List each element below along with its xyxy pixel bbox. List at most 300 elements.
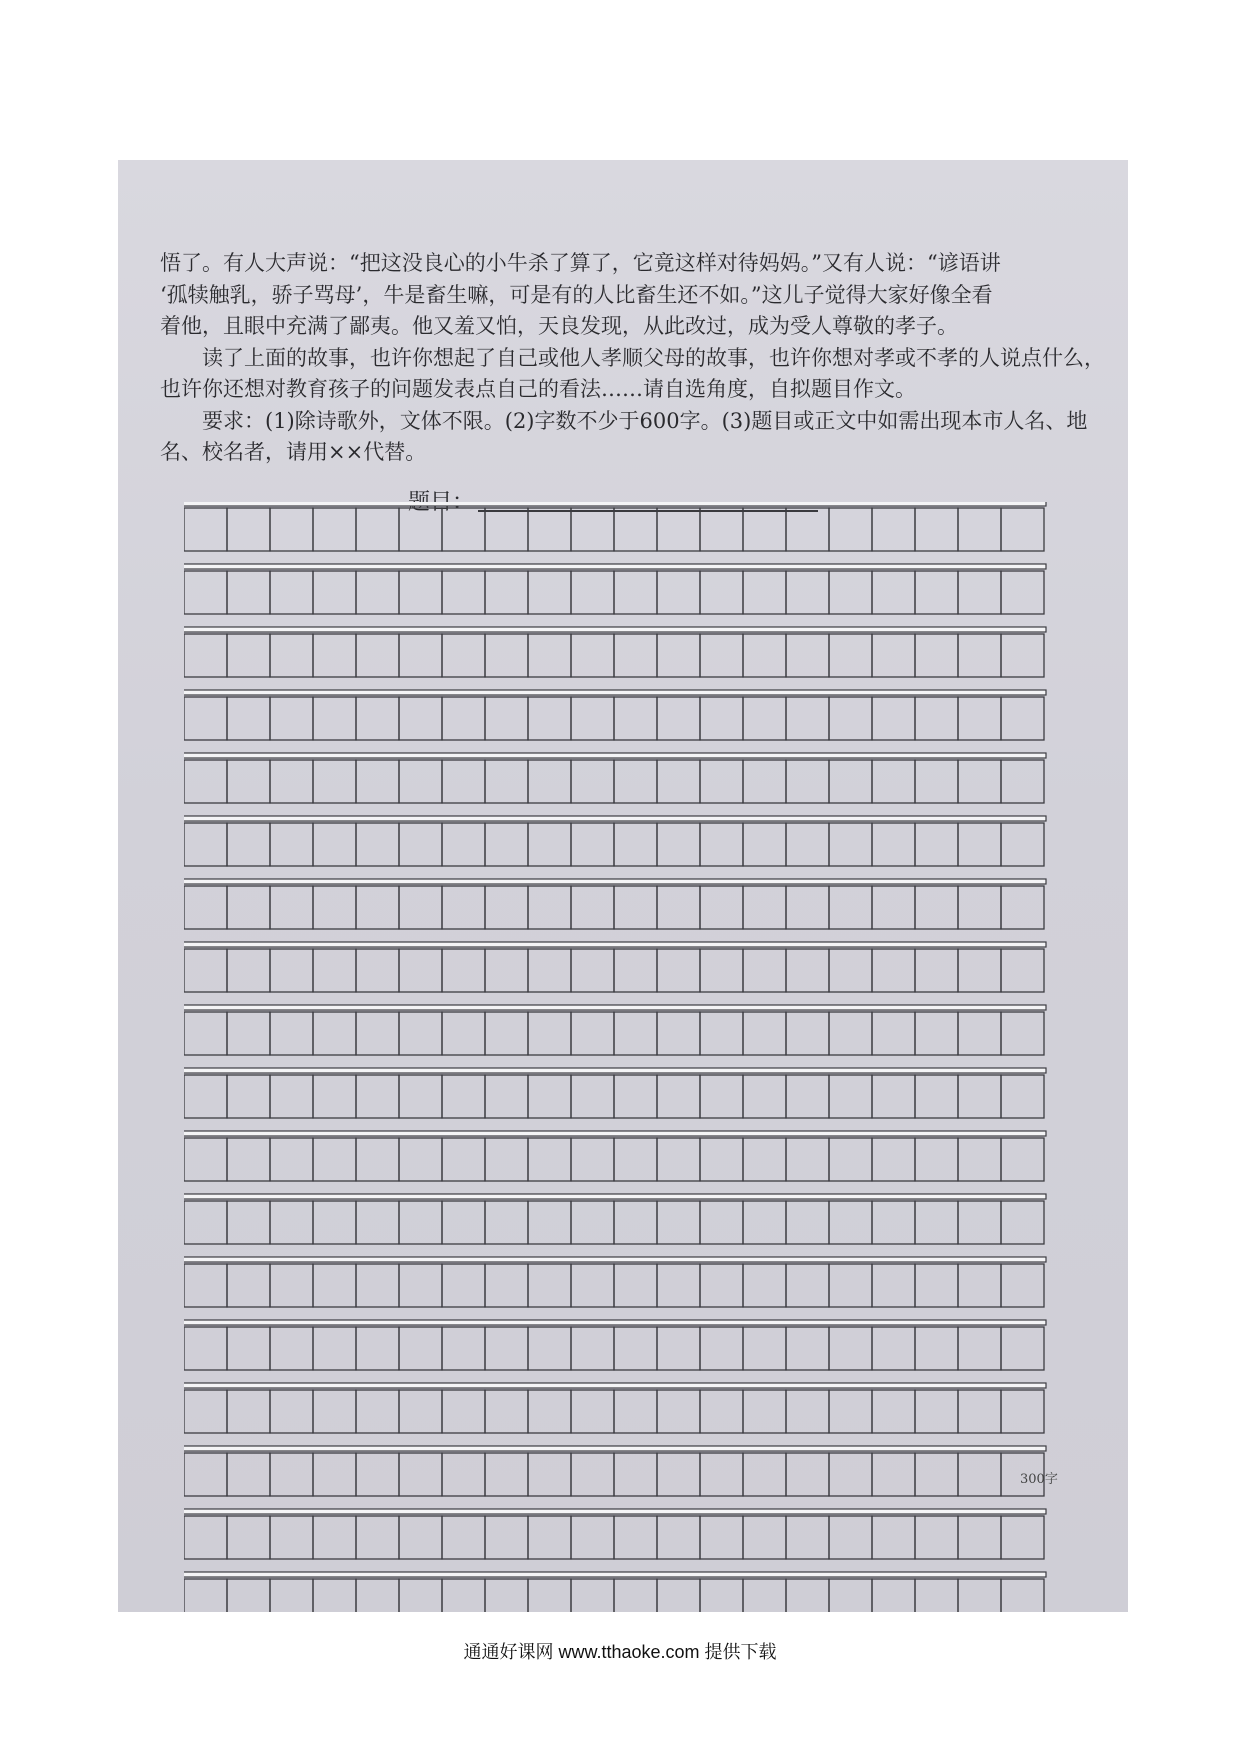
grid-cell[interactable] [485,1012,528,1055]
grid-cell[interactable] [313,1264,356,1307]
grid-cell[interactable] [872,1138,915,1181]
grid-cell[interactable] [657,1264,700,1307]
grid-cell[interactable] [528,760,571,803]
grid-cell[interactable] [571,1264,614,1307]
grid-cell[interactable] [313,508,356,551]
grid-cell[interactable] [184,508,227,551]
grid-cell[interactable] [786,886,829,929]
grid-cell[interactable] [485,1327,528,1370]
grid-cell[interactable] [399,1390,442,1433]
grid-cell[interactable] [571,1075,614,1118]
grid-cell[interactable] [958,1579,1001,1612]
grid-cell[interactable] [743,508,786,551]
grid-cell[interactable] [872,508,915,551]
grid-cell[interactable] [313,1327,356,1370]
grid-cell[interactable] [657,508,700,551]
grid-cell[interactable] [872,1264,915,1307]
grid-cell[interactable] [829,508,872,551]
grid-cell[interactable] [958,508,1001,551]
grid-cell[interactable] [743,1516,786,1559]
grid-cell[interactable] [528,1453,571,1496]
grid-cell[interactable] [485,1579,528,1612]
grid-cell[interactable] [356,1012,399,1055]
grid-cell[interactable] [829,823,872,866]
grid-cell[interactable] [786,697,829,740]
grid-cell[interactable] [270,1201,313,1244]
grid-cell[interactable] [743,1201,786,1244]
grid-cell[interactable] [571,508,614,551]
grid-cell[interactable] [958,1075,1001,1118]
grid-cell[interactable] [528,1201,571,1244]
grid-cell[interactable] [1001,1579,1044,1612]
grid-cell[interactable] [442,1453,485,1496]
grid-cell[interactable] [442,949,485,992]
grid-cell[interactable] [227,1075,270,1118]
grid-cell[interactable] [657,949,700,992]
grid-cell[interactable] [571,1453,614,1496]
grid-cell[interactable] [571,1327,614,1370]
grid-cell[interactable] [1001,886,1044,929]
grid-cell[interactable] [786,760,829,803]
grid-cell[interactable] [829,949,872,992]
grid-cell[interactable] [313,949,356,992]
grid-cell[interactable] [786,1075,829,1118]
grid-cell[interactable] [915,886,958,929]
grid-cell[interactable] [958,634,1001,677]
grid-cell[interactable] [657,1390,700,1433]
grid-cell[interactable] [313,1201,356,1244]
grid-cell[interactable] [356,886,399,929]
grid-cell[interactable] [313,1579,356,1612]
grid-cell[interactable] [657,1579,700,1612]
grid-cell[interactable] [829,1516,872,1559]
grid-cell[interactable] [528,571,571,614]
grid-cell[interactable] [485,823,528,866]
grid-cell[interactable] [700,1264,743,1307]
grid-cell[interactable] [227,1201,270,1244]
grid-cell[interactable] [485,1075,528,1118]
grid-cell[interactable] [958,760,1001,803]
grid-cell[interactable] [700,1201,743,1244]
grid-cell[interactable] [614,1012,657,1055]
grid-cell[interactable] [227,697,270,740]
grid-cell[interactable] [786,1012,829,1055]
grid-cell[interactable] [700,697,743,740]
grid-cell[interactable] [614,1201,657,1244]
grid-cell[interactable] [743,949,786,992]
grid-cell[interactable] [485,760,528,803]
grid-cell[interactable] [227,634,270,677]
grid-cell[interactable] [227,823,270,866]
grid-cell[interactable] [614,571,657,614]
grid-cell[interactable] [700,1453,743,1496]
grid-cell[interactable] [743,1264,786,1307]
grid-cell[interactable] [743,1075,786,1118]
grid-cell[interactable] [313,1138,356,1181]
grid-cell[interactable] [786,1390,829,1433]
grid-cell[interactable] [270,760,313,803]
grid-cell[interactable] [528,1012,571,1055]
grid-cell[interactable] [915,1201,958,1244]
grid-cell[interactable] [528,1390,571,1433]
grid-cell[interactable] [528,634,571,677]
grid-cell[interactable] [872,1327,915,1370]
grid-cell[interactable] [485,949,528,992]
grid-cell[interactable] [571,634,614,677]
grid-cell[interactable] [786,823,829,866]
grid-cell[interactable] [872,697,915,740]
grid-cell[interactable] [829,886,872,929]
grid-cell[interactable] [872,1201,915,1244]
grid-cell[interactable] [571,1201,614,1244]
grid-cell[interactable] [958,1453,1001,1496]
grid-cell[interactable] [270,1264,313,1307]
grid-cell[interactable] [442,508,485,551]
grid-cell[interactable] [657,1201,700,1244]
grid-cell[interactable] [485,634,528,677]
grid-cell[interactable] [915,634,958,677]
grid-cell[interactable] [313,697,356,740]
grid-cell[interactable] [227,886,270,929]
grid-cell[interactable] [227,1516,270,1559]
grid-cell[interactable] [786,1327,829,1370]
grid-cell[interactable] [1001,1138,1044,1181]
grid-cell[interactable] [1001,697,1044,740]
grid-cell[interactable] [528,823,571,866]
grid-cell[interactable] [829,1075,872,1118]
grid-cell[interactable] [184,634,227,677]
grid-cell[interactable] [915,1453,958,1496]
grid-cell[interactable] [829,634,872,677]
grid-cell[interactable] [485,697,528,740]
grid-cell[interactable] [571,1390,614,1433]
grid-cell[interactable] [571,571,614,614]
grid-cell[interactable] [270,1579,313,1612]
grid-cell[interactable] [270,949,313,992]
grid-cell[interactable] [399,508,442,551]
grid-cell[interactable] [958,1516,1001,1559]
grid-cell[interactable] [485,1138,528,1181]
grid-cell[interactable] [786,1579,829,1612]
grid-cell[interactable] [700,571,743,614]
grid-cell[interactable] [184,1453,227,1496]
grid-cell[interactable] [915,949,958,992]
grid-cell[interactable] [356,1264,399,1307]
grid-cell[interactable] [743,886,786,929]
grid-cell[interactable] [571,760,614,803]
grid-cell[interactable] [614,697,657,740]
grid-cell[interactable] [270,571,313,614]
grid-cell[interactable] [1001,760,1044,803]
grid-cell[interactable] [313,571,356,614]
grid-cell[interactable] [442,823,485,866]
grid-cell[interactable] [313,634,356,677]
grid-cell[interactable] [657,823,700,866]
grid-cell[interactable] [657,1453,700,1496]
grid-cell[interactable] [399,1075,442,1118]
grid-cell[interactable] [485,1516,528,1559]
grid-cell[interactable] [614,949,657,992]
grid-cell[interactable] [184,1075,227,1118]
grid-cell[interactable] [614,823,657,866]
grid-cell[interactable] [184,886,227,929]
grid-cell[interactable] [528,1516,571,1559]
grid-cell[interactable] [399,1201,442,1244]
grid-cell[interactable] [915,1012,958,1055]
grid-cell[interactable] [1001,1264,1044,1307]
grid-cell[interactable] [614,1579,657,1612]
grid-cell[interactable] [270,1012,313,1055]
grid-cell[interactable] [270,1138,313,1181]
grid-cell[interactable] [356,1579,399,1612]
grid-cell[interactable] [743,760,786,803]
grid-cell[interactable] [184,1390,227,1433]
grid-cell[interactable] [227,1264,270,1307]
grid-cell[interactable] [442,1138,485,1181]
grid-cell[interactable] [829,1327,872,1370]
grid-cell[interactable] [743,1579,786,1612]
grid-cell[interactable] [528,886,571,929]
grid-cell[interactable] [227,760,270,803]
grid-cell[interactable] [915,571,958,614]
grid-cell[interactable] [657,760,700,803]
grid-cell[interactable] [442,760,485,803]
grid-cell[interactable] [442,634,485,677]
grid-cell[interactable] [270,1390,313,1433]
grid-cell[interactable] [915,1579,958,1612]
grid-cell[interactable] [657,634,700,677]
grid-cell[interactable] [872,1012,915,1055]
grid-cell[interactable] [313,1453,356,1496]
grid-cell[interactable] [915,1516,958,1559]
grid-cell[interactable] [313,760,356,803]
grid-cell[interactable] [399,1138,442,1181]
grid-cell[interactable] [743,823,786,866]
grid-cell[interactable] [743,1138,786,1181]
grid-cell[interactable] [614,1516,657,1559]
grid-cell[interactable] [614,1390,657,1433]
grid-cell[interactable] [915,508,958,551]
grid-cell[interactable] [227,571,270,614]
grid-cell[interactable] [1001,1327,1044,1370]
grid-cell[interactable] [743,1012,786,1055]
grid-cell[interactable] [872,1516,915,1559]
grid-cell[interactable] [485,571,528,614]
grid-cell[interactable] [1001,571,1044,614]
grid-cell[interactable] [700,1327,743,1370]
grid-cell[interactable] [743,571,786,614]
grid-cell[interactable] [184,1012,227,1055]
grid-cell[interactable] [184,1579,227,1612]
grid-cell[interactable] [184,823,227,866]
grid-cell[interactable] [399,1453,442,1496]
grid-cell[interactable] [743,1453,786,1496]
grid-cell[interactable] [571,1579,614,1612]
grid-cell[interactable] [356,634,399,677]
grid-cell[interactable] [270,886,313,929]
grid-cell[interactable] [614,1264,657,1307]
grid-cell[interactable] [528,1579,571,1612]
grid-cell[interactable] [786,508,829,551]
grid-cell[interactable] [1001,949,1044,992]
grid-cell[interactable] [270,697,313,740]
grid-cell[interactable] [700,823,743,866]
grid-cell[interactable] [958,823,1001,866]
grid-cell[interactable] [829,1390,872,1433]
grid-cell[interactable] [614,508,657,551]
grid-cell[interactable] [485,886,528,929]
grid-cell[interactable] [442,1201,485,1244]
grid-cell[interactable] [829,1138,872,1181]
grid-cell[interactable] [1001,1201,1044,1244]
grid-cell[interactable] [786,571,829,614]
grid-cell[interactable] [356,1390,399,1433]
grid-cell[interactable] [700,1390,743,1433]
grid-cell[interactable] [399,571,442,614]
grid-cell[interactable] [442,1579,485,1612]
grid-cell[interactable] [872,823,915,866]
grid-cell[interactable] [485,1201,528,1244]
grid-cell[interactable] [184,571,227,614]
grid-cell[interactable] [1001,1390,1044,1433]
grid-cell[interactable] [1001,508,1044,551]
grid-cell[interactable] [700,1012,743,1055]
grid-cell[interactable] [528,1138,571,1181]
grid-cell[interactable] [657,886,700,929]
grid-cell[interactable] [1001,634,1044,677]
grid-cell[interactable] [184,1516,227,1559]
grid-cell[interactable] [958,1012,1001,1055]
grid-cell[interactable] [442,1012,485,1055]
grid-cell[interactable] [528,697,571,740]
grid-cell[interactable] [356,823,399,866]
grid-cell[interactable] [356,1201,399,1244]
grid-cell[interactable] [872,1453,915,1496]
grid-cell[interactable] [829,571,872,614]
grid-cell[interactable] [313,1390,356,1433]
grid-cell[interactable] [571,1516,614,1559]
grid-cell[interactable] [571,1012,614,1055]
grid-cell[interactable] [657,1138,700,1181]
grid-cell[interactable] [743,697,786,740]
grid-cell[interactable] [270,508,313,551]
grid-cell[interactable] [872,886,915,929]
grid-cell[interactable] [313,1012,356,1055]
grid-cell[interactable] [872,634,915,677]
grid-cell[interactable] [915,697,958,740]
grid-cell[interactable] [872,1390,915,1433]
grid-cell[interactable] [571,1138,614,1181]
grid-cell[interactable] [657,571,700,614]
grid-cell[interactable] [571,823,614,866]
grid-cell[interactable] [399,760,442,803]
grid-cell[interactable] [829,1453,872,1496]
grid-cell[interactable] [743,1327,786,1370]
grid-cell[interactable] [657,1075,700,1118]
grid-cell[interactable] [915,823,958,866]
grid-cell[interactable] [270,1075,313,1118]
grid-cell[interactable] [700,760,743,803]
grid-cell[interactable] [227,1453,270,1496]
grid-cell[interactable] [571,949,614,992]
grid-cell[interactable] [657,1516,700,1559]
grid-cell[interactable] [571,886,614,929]
grid-cell[interactable] [743,1390,786,1433]
grid-cell[interactable] [528,1075,571,1118]
grid-cell[interactable] [184,1138,227,1181]
grid-cell[interactable] [614,1453,657,1496]
grid-cell[interactable] [356,1516,399,1559]
grid-cell[interactable] [485,1264,528,1307]
grid-cell[interactable] [743,634,786,677]
grid-cell[interactable] [399,697,442,740]
grid-cell[interactable] [356,1138,399,1181]
grid-cell[interactable] [700,886,743,929]
grid-cell[interactable] [872,760,915,803]
grid-cell[interactable] [958,949,1001,992]
grid-cell[interactable] [786,1453,829,1496]
grid-cell[interactable] [528,1327,571,1370]
grid-cell[interactable] [786,949,829,992]
grid-cell[interactable] [227,508,270,551]
grid-cell[interactable] [958,571,1001,614]
grid-cell[interactable] [700,1516,743,1559]
grid-cell[interactable] [614,1138,657,1181]
grid-cell[interactable] [614,634,657,677]
grid-cell[interactable] [958,1201,1001,1244]
grid-cell[interactable] [829,1012,872,1055]
grid-cell[interactable] [485,508,528,551]
grid-cell[interactable] [700,508,743,551]
grid-cell[interactable] [227,1012,270,1055]
grid-cell[interactable] [442,886,485,929]
grid-cell[interactable] [700,1138,743,1181]
grid-cell[interactable] [829,697,872,740]
grid-cell[interactable] [829,1264,872,1307]
grid-cell[interactable] [313,1075,356,1118]
grid-cell[interactable] [399,1579,442,1612]
grid-cell[interactable] [270,1516,313,1559]
grid-cell[interactable] [356,1075,399,1118]
grid-cell[interactable] [786,1138,829,1181]
grid-cell[interactable] [786,634,829,677]
grid-cell[interactable] [356,697,399,740]
grid-cell[interactable] [356,1453,399,1496]
grid-cell[interactable] [313,1516,356,1559]
grid-cell[interactable] [227,1138,270,1181]
grid-cell[interactable] [872,571,915,614]
grid-cell[interactable] [399,1516,442,1559]
grid-cell[interactable] [915,1264,958,1307]
grid-cell[interactable] [270,634,313,677]
grid-cell[interactable] [528,949,571,992]
grid-cell[interactable] [614,1327,657,1370]
grid-cell[interactable] [872,1579,915,1612]
grid-cell[interactable] [227,1390,270,1433]
grid-cell[interactable] [399,949,442,992]
grid-cell[interactable] [614,886,657,929]
grid-cell[interactable] [1001,1075,1044,1118]
grid-cell[interactable] [399,1264,442,1307]
grid-cell[interactable] [614,760,657,803]
grid-cell[interactable] [313,886,356,929]
grid-cell[interactable] [442,571,485,614]
grid-cell[interactable] [1001,1516,1044,1559]
grid-cell[interactable] [872,949,915,992]
grid-cell[interactable] [872,1075,915,1118]
grid-cell[interactable] [184,1201,227,1244]
grid-cell[interactable] [227,949,270,992]
